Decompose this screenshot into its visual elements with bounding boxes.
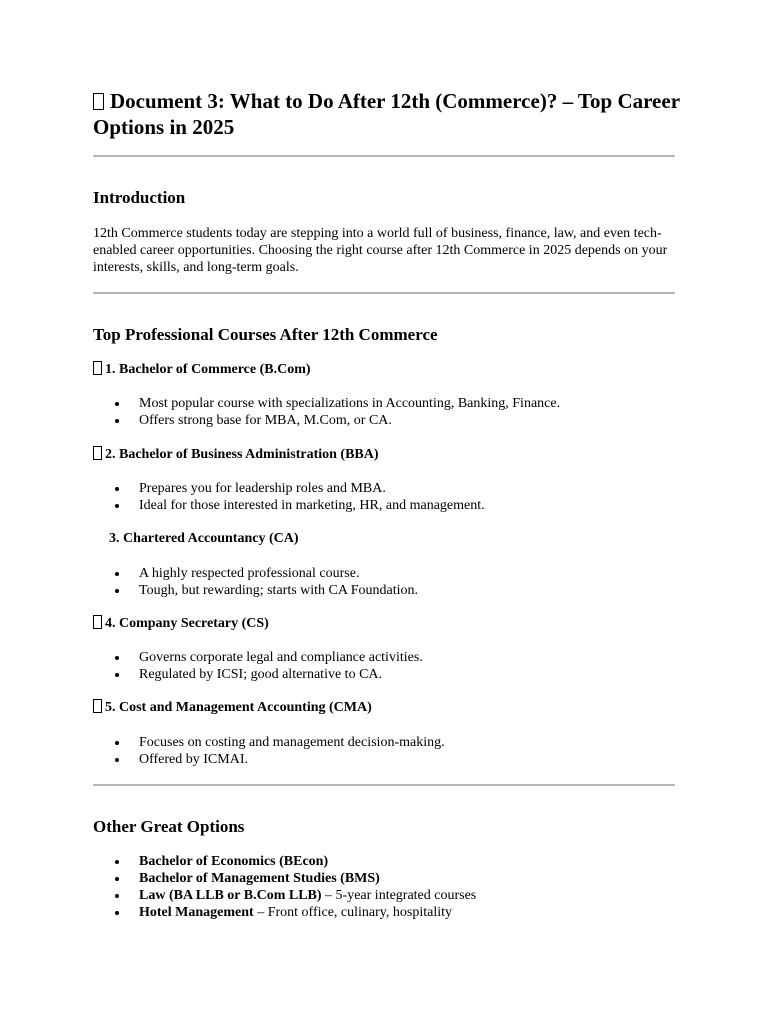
option-name: Law (BA LLB or B.Com LLB) <box>139 888 322 903</box>
list-item-text: Offers strong base for MBA, M.Com, or CA. <box>139 413 392 428</box>
option-name: Bachelor of Management Studies (BMS) <box>139 871 380 886</box>
course-emoji-icon <box>93 615 102 629</box>
bullet-icon <box>115 911 119 915</box>
list-item-text: A highly respected professional course. <box>139 566 360 581</box>
list-item-text: Offered by ICMAI. <box>139 752 248 767</box>
list-item <box>93 904 476 921</box>
course-emoji-icon <box>93 361 102 375</box>
bullet-icon <box>115 487 119 491</box>
list-item <box>93 412 560 429</box>
list-item <box>93 853 476 870</box>
list-item-text: Regulated by ICSI; good alternative to CA. <box>139 667 383 682</box>
bullet-icon <box>115 741 119 745</box>
document-emoji-icon <box>93 93 104 110</box>
list-item <box>93 395 560 412</box>
list-item <box>93 751 445 768</box>
course-emoji-icon <box>93 446 102 460</box>
list-item <box>93 565 418 582</box>
option-name: Hotel Management <box>139 905 254 920</box>
course-title-text: 4. Company Secretary (CS) <box>105 616 269 631</box>
list-item <box>93 480 485 497</box>
course-title-text: 2. Bachelor of Business Administration (BBA) <box>105 447 379 462</box>
list-item-text: Governs corporate legal and compliance activities. <box>139 650 423 665</box>
list-item-text: Focuses on costing and management decision-making. <box>139 735 445 750</box>
courses-heading: Top Professional Courses After 12th Commerce <box>93 325 438 344</box>
bullet-icon <box>115 758 119 762</box>
bullet-icon <box>115 402 119 406</box>
course-points-list <box>93 565 418 599</box>
bullet-icon <box>115 504 119 508</box>
document-title <box>93 88 693 140</box>
course-emoji-icon <box>93 699 102 713</box>
course-title-text: 1. Bachelor of Commerce (B.Com) <box>105 362 311 377</box>
divider <box>93 292 675 294</box>
list-item <box>93 666 423 683</box>
divider <box>93 784 675 786</box>
list-item-text: Tough, but rewarding; starts with CA Foundation. <box>139 583 419 598</box>
bullet-icon <box>115 877 119 881</box>
course-points-list <box>93 395 560 429</box>
bullet-icon <box>115 419 119 423</box>
list-item <box>93 649 423 666</box>
bullet-icon <box>115 860 119 864</box>
other-options-list <box>93 853 476 921</box>
intro-paragraph: 12th Commerce students today are stepping into a world full of business, finance, law, and even tech-enabled career opportunities. Choosing the right course after 12th Commerce in 2025 depends on your interests, skills, and long-term goals. <box>93 226 668 275</box>
list-item <box>93 734 445 751</box>
list-item <box>93 497 485 514</box>
list-item-text: Most popular course with specializations in Accounting, Banking, Finance. <box>139 396 561 411</box>
option-detail: – Front office, culinary, hospitality <box>253 905 452 920</box>
course-title-text: 5. Cost and Management Accounting (CMA) <box>105 700 372 715</box>
divider <box>93 155 675 157</box>
bullet-icon <box>115 673 119 677</box>
document-title-text: Document 3: What to Do After 12th (Commerce)? – Top Career Options in 2025 <box>93 89 680 139</box>
course-points-list <box>93 649 423 683</box>
bullet-icon <box>115 589 119 593</box>
bullet-icon <box>115 656 119 660</box>
intro-heading: Introduction <box>93 188 186 207</box>
list-item <box>93 582 418 599</box>
course-title <box>93 361 311 379</box>
other-options-heading: Other Great Options <box>93 817 245 836</box>
list-item <box>93 870 476 887</box>
course-points-list <box>93 480 485 514</box>
course-title <box>109 530 299 548</box>
option-detail: – 5-year integrated courses <box>321 888 477 903</box>
list-item <box>93 887 476 904</box>
option-name: Bachelor of Economics (BEcon) <box>139 854 329 869</box>
bullet-icon <box>115 572 119 576</box>
course-title-text: 3. Chartered Accountancy (CA) <box>109 531 299 546</box>
course-title <box>93 615 269 633</box>
bullet-icon <box>115 894 119 898</box>
course-points-list <box>93 734 445 768</box>
course-title <box>93 446 379 464</box>
course-title <box>93 699 372 717</box>
list-item-text: Ideal for those interested in marketing, HR, and management. <box>139 498 485 513</box>
list-item-text: Prepares you for leadership roles and MBA. <box>139 481 386 496</box>
